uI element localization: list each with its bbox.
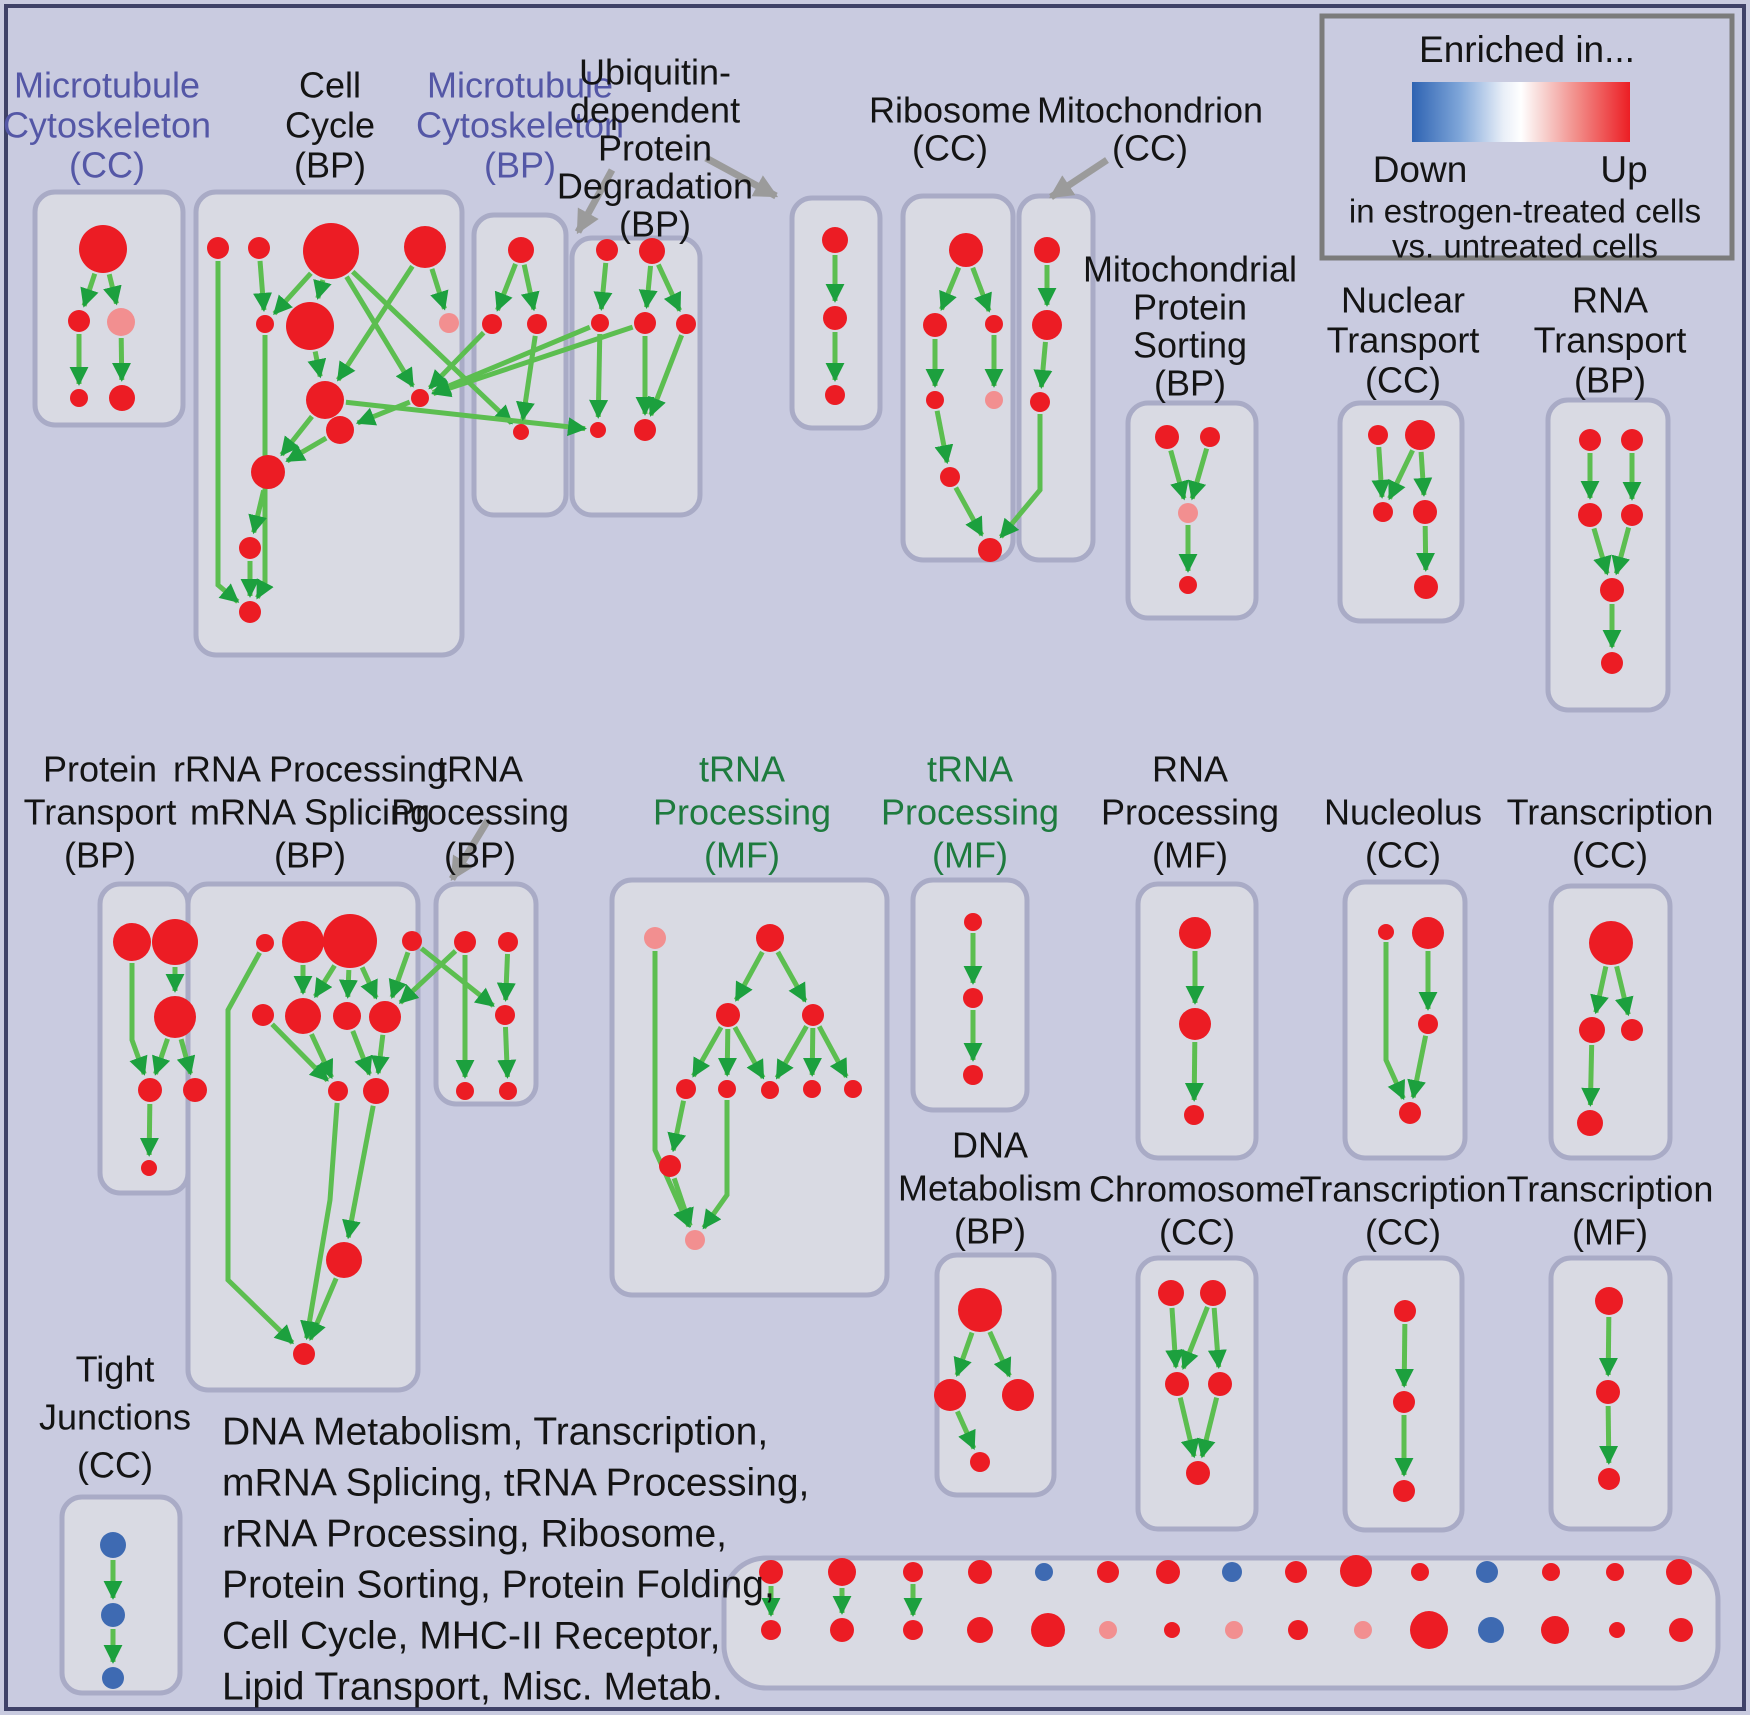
go-node-red: [949, 233, 983, 267]
group-label: tRNA: [926, 748, 1014, 790]
go-node-red: [1598, 1468, 1620, 1490]
go-node-red: [333, 1002, 361, 1030]
group-label: Transcription: [1506, 1168, 1714, 1210]
go-node-red: [1412, 917, 1444, 949]
go-node-red: [328, 1081, 348, 1101]
go-node-red: [978, 538, 1002, 562]
go-node-red: [68, 310, 90, 332]
go-node-red: [1368, 425, 1388, 445]
go-node-red: [958, 1288, 1002, 1332]
group-label: Mitochondrial: [1082, 248, 1298, 290]
group-label: (BP): [1154, 362, 1226, 404]
go-node-red: [1155, 425, 1179, 449]
go-node-red: [256, 315, 274, 333]
go-node-red: [1378, 924, 1394, 940]
go-node-red: [923, 313, 947, 337]
go-node-red: [1393, 1391, 1415, 1413]
go-node-red: [1578, 503, 1602, 527]
group-label: (CC): [1365, 834, 1441, 876]
group-label: (MF): [1572, 1211, 1648, 1253]
go-node-red: [363, 1078, 389, 1104]
go-node-red: [1285, 1561, 1307, 1583]
go-node-red: [659, 1155, 681, 1177]
go-node-red: [1669, 1618, 1693, 1642]
legend-up-label: Up: [1600, 148, 1648, 190]
group-label: (MF): [1152, 834, 1228, 876]
go-node-red: [113, 923, 151, 961]
go-node-red: [286, 302, 334, 350]
go-node-red: [1600, 578, 1624, 602]
group-label: Cell: [298, 64, 362, 106]
go-node-blue: [100, 1532, 126, 1558]
go-node-red: [1030, 392, 1050, 412]
group-label: mRNA Splicing: [189, 791, 431, 833]
go-node-red: [1541, 1616, 1569, 1644]
group-label: (BP): [619, 203, 691, 245]
go-node-red: [482, 314, 502, 334]
edge-arrow-nt4-nt5: [1425, 526, 1426, 570]
go-node-red: [1606, 1563, 1624, 1581]
misc-categories-text: Cell Cycle, MHC-II Receptor,: [222, 1614, 721, 1658]
go-node-pink: [985, 391, 1003, 409]
go-node-red: [513, 424, 529, 440]
go-node-red: [761, 1620, 781, 1640]
go-node-red: [1666, 1559, 1692, 1585]
edge-arrow-l2-l4: [1590, 1045, 1591, 1105]
group-label: (CC): [1365, 1211, 1441, 1253]
go-node-red: [1002, 1379, 1034, 1411]
legend-down-label: Down: [1372, 148, 1468, 190]
group-label: Transport: [1326, 319, 1480, 361]
misc-categories-text: Lipid Transport, Misc. Metab.: [222, 1665, 723, 1709]
go-node-red: [1158, 1280, 1184, 1306]
group-label: (CC): [1365, 359, 1441, 401]
go-node-red: [803, 1080, 821, 1098]
go-node-red: [306, 381, 344, 419]
go-node-pink: [1178, 503, 1198, 523]
go-node-red: [251, 455, 285, 489]
group-box-dna-metabolism: [937, 1255, 1054, 1495]
group-label: Nucleolus: [1323, 791, 1483, 833]
go-node-red: [239, 537, 261, 559]
go-node-pink: [107, 308, 135, 336]
go-node-red: [1184, 1105, 1204, 1125]
group-label: Microtubule: [13, 64, 201, 106]
go-node-red: [825, 385, 845, 405]
group-label: Sorting: [1132, 324, 1248, 366]
group-label: Protein: [42, 748, 158, 790]
go-node-red: [498, 932, 518, 952]
go-node-red: [152, 919, 198, 965]
go-node-red: [154, 996, 196, 1038]
group-label: (BP): [954, 1210, 1026, 1252]
group-box-tight-junctions: [62, 1497, 180, 1693]
go-node-red: [293, 1343, 315, 1365]
go-node-red: [499, 1082, 517, 1100]
go-node-red: [1034, 237, 1060, 263]
go-node-red: [967, 1617, 993, 1643]
group-label: (CC): [1112, 127, 1188, 169]
group-box-ubiquitin-a: [572, 238, 700, 515]
group-label: Cytoskeleton: [2, 104, 212, 146]
go-node-red: [402, 931, 422, 951]
group-label: Tight: [75, 1348, 155, 1390]
go-node-red: [963, 988, 983, 1008]
group-label: Transcription: [1506, 791, 1714, 833]
go-node-red: [1393, 1480, 1415, 1502]
legend-subtitle-1: in estrogen-treated cells: [1348, 192, 1702, 230]
go-node-red: [303, 223, 359, 279]
go-node-red: [1411, 1563, 1429, 1581]
edge-arrow-nt1-nt3: [1379, 447, 1382, 497]
go-node-red: [256, 934, 274, 952]
group-label: rRNA Processing: [172, 748, 448, 790]
go-node-red: [285, 998, 321, 1034]
go-node-red: [1414, 575, 1438, 599]
go-node-red: [1394, 1300, 1416, 1322]
go-node-red: [1410, 1611, 1448, 1649]
go-node-red: [456, 1082, 474, 1100]
misc-categories-text: rRNA Processing, Ribosome,: [222, 1512, 728, 1556]
go-node-red: [926, 391, 944, 409]
go-node-blue: [102, 1667, 124, 1689]
group-label: Processing: [390, 791, 570, 833]
go-node-red: [1200, 427, 1220, 447]
go-node-red: [963, 1065, 983, 1085]
go-node-red: [252, 1004, 274, 1026]
group-label: Processing: [1100, 791, 1280, 833]
group-label: (CC): [1159, 1211, 1235, 1253]
group-label: (CC): [1572, 834, 1648, 876]
group-label: Mitochondrion: [1036, 89, 1264, 131]
go-node-red: [903, 1562, 923, 1582]
go-node-red: [756, 924, 784, 952]
go-node-red: [1208, 1372, 1232, 1396]
go-node-red: [1577, 1110, 1603, 1136]
go-node-red: [634, 312, 656, 334]
go-node-red: [1373, 502, 1393, 522]
go-node-red: [676, 1079, 696, 1099]
group-label: (CC): [77, 1444, 153, 1486]
go-node-red: [1186, 1461, 1210, 1485]
go-node-red: [248, 237, 270, 259]
go-node-red: [590, 422, 606, 438]
group-label: (BP): [444, 834, 516, 876]
go-node-red: [1579, 1017, 1605, 1043]
go-node-blue: [1476, 1561, 1498, 1583]
group-label: (MF): [932, 834, 1008, 876]
group-label: Nuclear: [1340, 279, 1466, 321]
group-label: tRNA: [698, 748, 786, 790]
go-node-blue: [1222, 1562, 1242, 1582]
group-label: (BP): [294, 144, 366, 186]
group-box-nuclear-transport: [1340, 403, 1462, 621]
go-node-red: [968, 1560, 992, 1584]
group-label: Cytoskeleton: [415, 104, 625, 146]
group-box-chromosome: [1138, 1258, 1256, 1529]
go-node-blue: [1035, 1563, 1053, 1581]
go-node-red: [239, 601, 261, 623]
edge-arrow-u3-u6: [598, 334, 600, 417]
go-node-red: [830, 1618, 854, 1642]
edge-arrow-g4-g8: [812, 1028, 813, 1075]
go-node-red: [1621, 504, 1643, 526]
go-node-red: [1032, 310, 1062, 340]
go-node-red: [823, 306, 847, 330]
group-label: Transport: [23, 791, 177, 833]
go-node-red: [369, 1001, 401, 1033]
group-label: dependent: [569, 89, 741, 131]
legend-subtitle-2: vs. untreated cells: [1392, 227, 1658, 265]
go-node-red: [183, 1078, 207, 1102]
group-label: (MF): [704, 834, 780, 876]
go-node-blue: [101, 1603, 125, 1627]
group-label: Transport: [1533, 319, 1687, 361]
go-node-red: [326, 416, 354, 444]
go-node-pink: [1354, 1621, 1372, 1639]
go-node-pink: [1225, 1621, 1243, 1639]
go-node-red: [634, 419, 656, 441]
go-node-red: [596, 239, 618, 261]
edge-arrow-a3-a5: [121, 338, 122, 380]
group-label: Degradation: [556, 165, 754, 207]
go-node-red: [1413, 500, 1437, 524]
go-node-red: [1200, 1280, 1226, 1306]
group-label: Transcription: [1299, 1168, 1507, 1210]
go-node-red: [934, 1379, 966, 1411]
group-label: Protein: [597, 127, 713, 169]
go-node-red: [761, 1081, 779, 1099]
misc-categories-text: mRNA Splicing, tRNA Processing,: [222, 1461, 810, 1505]
go-node-red: [1156, 1560, 1180, 1584]
go-node-red: [716, 1003, 740, 1027]
misc-categories-text: DNA Metabolism, Transcription,: [222, 1410, 769, 1454]
group-label: (BP): [1574, 359, 1646, 401]
edge-arrow-f1-f2: [1404, 1324, 1405, 1386]
edge-arrow-j2-j3: [1194, 1042, 1195, 1100]
go-node-red: [802, 1004, 824, 1026]
go-node-red: [844, 1080, 862, 1098]
edge-arrow-i1-i2: [1608, 1317, 1609, 1375]
group-label: Protein: [1132, 286, 1248, 328]
go-node-red: [1288, 1620, 1308, 1640]
go-node-red: [79, 225, 127, 273]
group-label: Junctions: [38, 1396, 192, 1438]
legend-gradient-bar: [1412, 82, 1630, 142]
go-node-red: [985, 315, 1003, 333]
group-box-misc-long: [724, 1558, 1718, 1688]
group-label: Microtubule: [426, 64, 614, 106]
go-node-red: [454, 931, 476, 953]
edge-arrow-q3-q7: [348, 970, 349, 997]
edge-arrow-i2-i3: [1608, 1406, 1609, 1463]
group-label: (BP): [274, 834, 346, 876]
edge-arrow-t3-t5: [505, 1027, 507, 1077]
go-node-red: [718, 1080, 736, 1098]
go-node-red: [1596, 1380, 1620, 1404]
group-label: Ubiquitin-: [578, 51, 732, 93]
go-node-red: [1601, 652, 1623, 674]
go-node-red: [326, 1242, 362, 1278]
go-node-red: [903, 1620, 923, 1640]
group-label: Metabolism: [897, 1167, 1083, 1209]
go-node-red: [1179, 576, 1197, 594]
legend-title: Enriched in...: [1419, 28, 1635, 70]
go-node-red: [1621, 1019, 1643, 1041]
edge-arrow-nt2-nt4: [1421, 452, 1424, 495]
edge-arrow-pt4-pt5: [149, 1104, 150, 1155]
go-node-red: [508, 237, 534, 263]
group-label: Chromosome: [1088, 1168, 1306, 1210]
go-node-red: [1164, 1622, 1180, 1638]
go-node-red: [404, 226, 446, 268]
go-node-red: [676, 314, 696, 334]
go-node-red: [1609, 1622, 1625, 1638]
group-label: (CC): [912, 127, 988, 169]
go-node-red: [1418, 1014, 1438, 1034]
go-node-red: [323, 914, 377, 968]
go-node-red: [1542, 1563, 1560, 1581]
go-node-red: [1405, 420, 1435, 450]
group-label: Ribosome: [868, 89, 1032, 131]
go-node-red: [1399, 1102, 1421, 1124]
go-node-red: [1179, 917, 1211, 949]
go-node-red: [1579, 429, 1601, 451]
group-box-trna-bp: [436, 884, 536, 1104]
go-node-red: [411, 389, 429, 407]
go-node-red: [70, 389, 88, 407]
go-node-red: [495, 1005, 515, 1025]
edge-arrow-t2-t3: [506, 954, 508, 1000]
misc-categories-text: Protein Sorting, Protein Folding,: [222, 1563, 775, 1607]
go-node-red: [1340, 1555, 1372, 1587]
go-node-red: [828, 1558, 856, 1586]
group-label: Processing: [652, 791, 832, 833]
go-node-red: [207, 237, 229, 259]
group-label: (BP): [484, 144, 556, 186]
group-label: RNA: [1151, 748, 1229, 790]
go-node-red: [940, 467, 960, 487]
go-node-red: [591, 314, 609, 332]
go-node-blue: [1478, 1617, 1504, 1643]
go-node-red: [964, 913, 982, 931]
group-label: Processing: [880, 791, 1060, 833]
go-node-red: [970, 1452, 990, 1472]
group-label: tRNA: [436, 748, 524, 790]
go-node-pink: [685, 1230, 705, 1250]
go-node-red: [1097, 1561, 1119, 1583]
go-node-red: [1165, 1372, 1189, 1396]
go-node-red: [1179, 1008, 1211, 1040]
go-node-red: [1589, 921, 1633, 965]
edge-arrow-g3-g6: [727, 1029, 728, 1075]
go-node-red: [109, 385, 135, 411]
group-label: DNA: [951, 1124, 1029, 1166]
group-label: (BP): [64, 834, 136, 876]
group-label: Cycle: [284, 104, 376, 146]
go-node-red: [141, 1160, 157, 1176]
go-node-red: [822, 227, 848, 253]
go-node-red: [1031, 1613, 1065, 1647]
go-node-pink: [644, 927, 666, 949]
go-node-red: [1621, 429, 1643, 451]
go-node-red: [527, 314, 547, 334]
go-node-red: [282, 921, 324, 963]
group-label: (CC): [69, 144, 145, 186]
group-label: RNA: [1571, 279, 1649, 321]
go-node-red: [138, 1078, 162, 1102]
go-node-pink: [1099, 1621, 1117, 1639]
go-node-pink: [439, 313, 459, 333]
go-node-red: [1595, 1287, 1623, 1315]
